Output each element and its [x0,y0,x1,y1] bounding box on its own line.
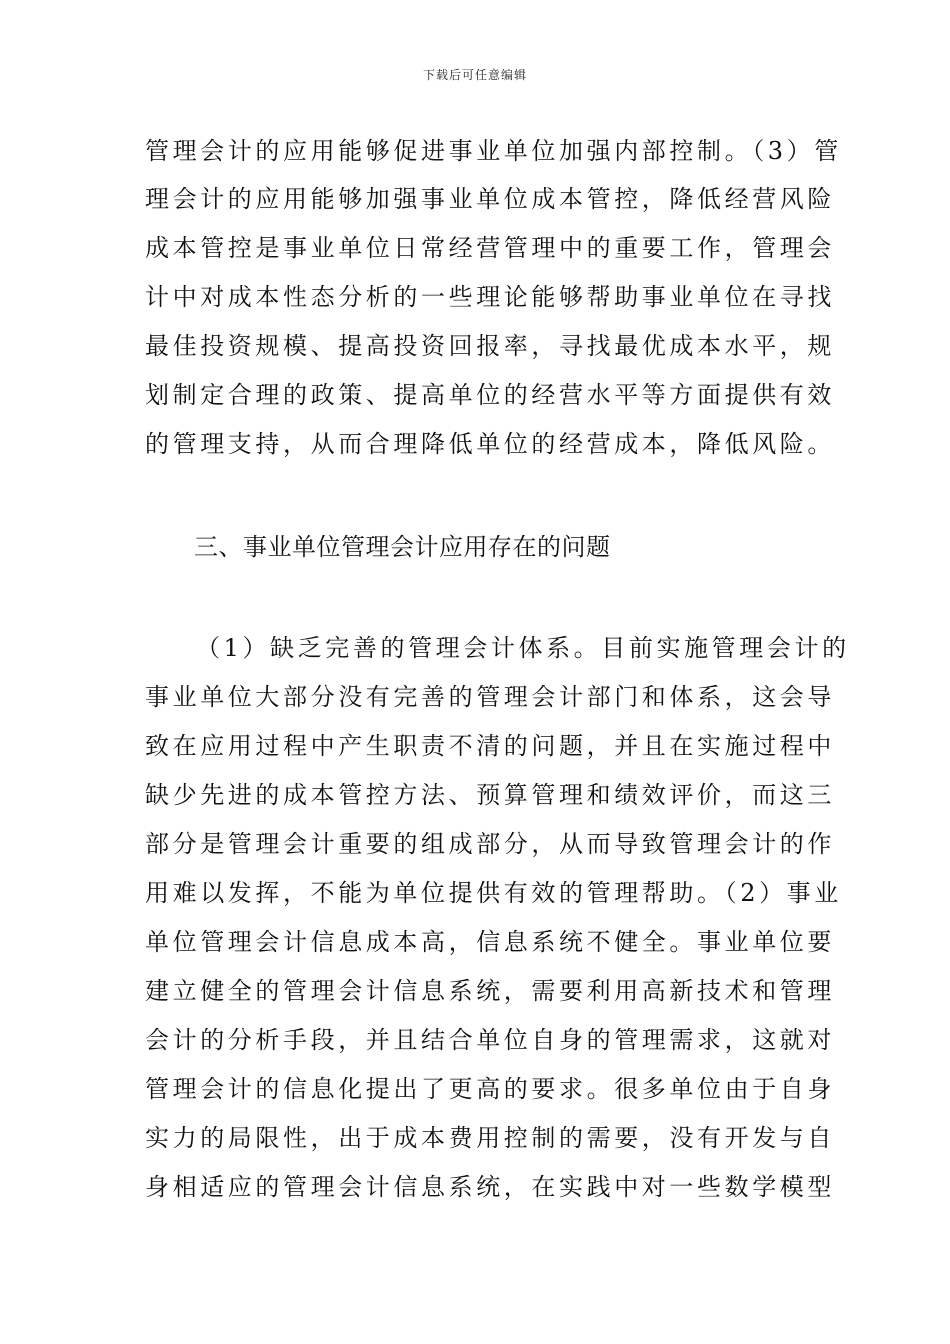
paragraph-line: 最佳投资规模、提高投资回报率，寻找最优成本水平，规 [145,332,835,360]
paragraph-line: 用难以发挥，不能为单位提供有效的管理帮助。（2）事业 [145,879,842,907]
paragraph-line: 缺少先进的成本管控方法、预算管理和绩效评价，而这三 [145,781,835,809]
paragraph-line: 理会计的应用能够加强事业单位成本管控，降低经营风险 [145,185,835,213]
page-header: 下载后可任意编辑 [422,68,527,82]
paragraph-line: （1）缺乏完善的管理会计体系。目前实施管理会计的 [196,634,850,662]
paragraph-line: 成本管控是事业单位日常经营管理中的重要工作，管理会 [145,234,835,262]
paragraph-line: 管理会计的信息化提出了更高的要求。很多单位由于自身 [145,1075,835,1103]
paragraph-line: 建立健全的管理会计信息系统，需要利用高新技术和管理 [145,977,835,1005]
paragraph-line: 实力的局限性，出于成本费用控制的需要，没有开发与自 [145,1124,835,1152]
paragraph-line: 事业单位大部分没有完善的管理会计部门和体系，这会导 [145,683,835,711]
paragraph-line: 致在应用过程中产生职责不清的问题，并且在实施过程中 [145,732,835,760]
paragraph-line: 部分是管理会计重要的组成部分，从而导致管理会计的作 [145,830,835,858]
paragraph-line: 划制定合理的政策、提高单位的经营水平等方面提供有效 [145,381,835,409]
paragraph-line: 身相适应的管理会计信息系统，在实践中对一些数学模型 [145,1173,835,1201]
section-heading: 三、事业单位管理会计应用存在的问题 [194,533,611,561]
paragraph-line: 会计的分析手段，并且结合单位自身的管理需求，这就对 [145,1026,835,1054]
paragraph-line: 管理会计的应用能够促进事业单位加强内部控制。（3）管 [145,137,842,165]
paragraph-line: 的管理支持，从而合理降低单位的经营成本，降低风险。 [145,430,835,458]
paragraph-line: 计中对成本性态分析的一些理论能够帮助事业单位在寻找 [145,283,835,311]
paragraph-line: 单位管理会计信息成本高，信息系统不健全。事业单位要 [145,928,835,956]
